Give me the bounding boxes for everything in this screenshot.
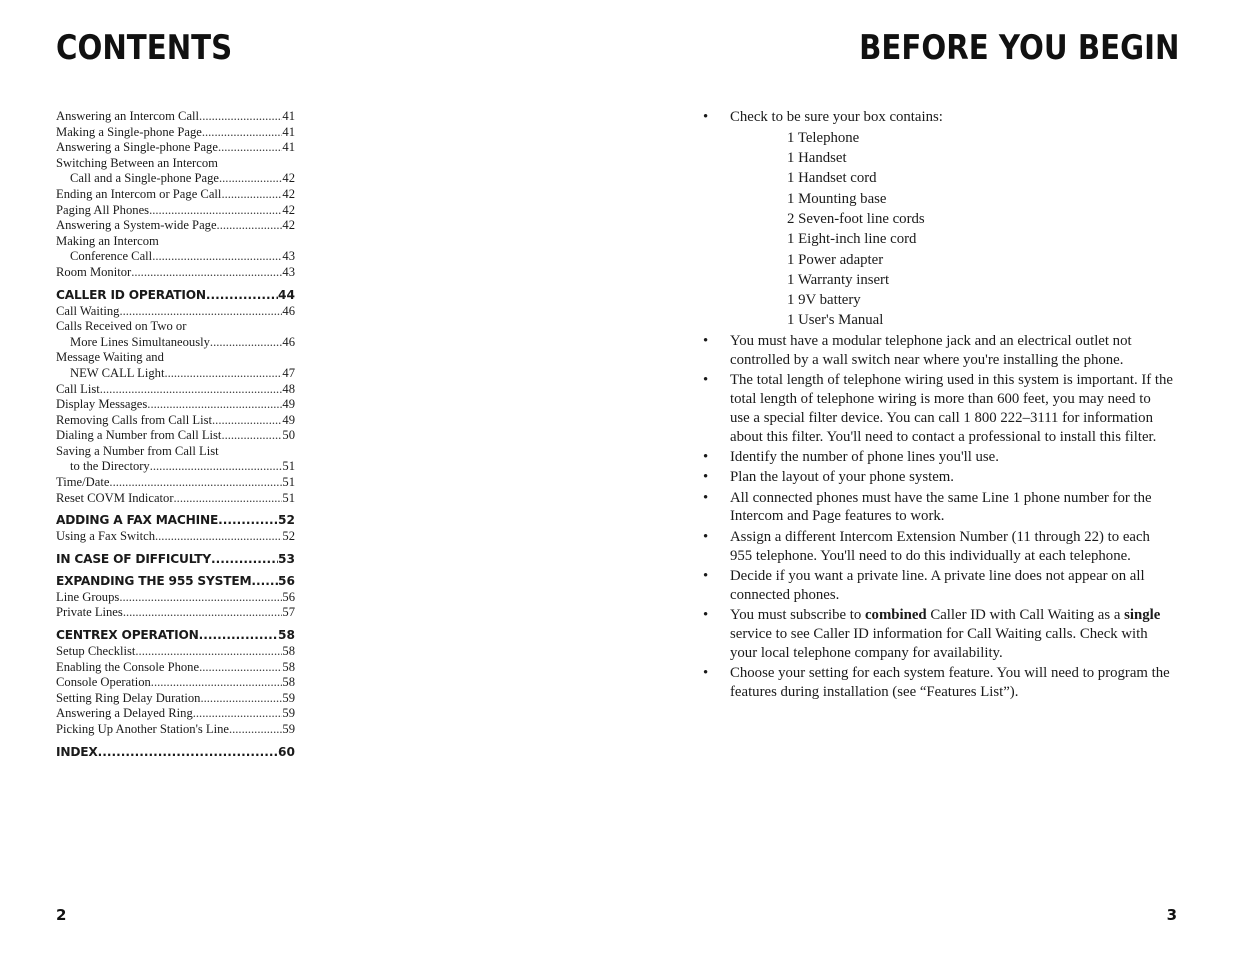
toc-entry <box>56 491 295 507</box>
checklist-text <box>730 606 1173 662</box>
page-number-right: 3 <box>1166 906 1177 924</box>
text-run: service to see Caller ID information for Call Waiting calls. Check with your local telephone company for availability. <box>730 625 1148 661</box>
toc-line: Saving a Number from Call List <box>56 443 219 458</box>
box-contents-item: 1 Warranty insert <box>787 271 890 288</box>
toc-page-number: 58 <box>282 659 295 674</box>
toc-section <box>56 627 295 643</box>
bullet-icon: • <box>703 449 709 466</box>
toc-leader-dots <box>211 551 278 567</box>
toc-entry <box>56 459 295 475</box>
toc-leader-dots <box>155 529 282 545</box>
toc-page-number: 49 <box>282 397 295 412</box>
toc-leader-dots <box>221 428 282 444</box>
toc-leader-dots <box>119 304 282 320</box>
toc-entry <box>56 335 295 351</box>
toc-label: Dialing a Number from Call List <box>56 428 222 443</box>
toc-page-number: 49 <box>282 412 295 427</box>
toc-leader-dots <box>221 187 282 203</box>
box-contents-item: 1 User's Manual <box>787 312 884 329</box>
bullet-icon: • <box>703 567 709 584</box>
toc-page-number: 43 <box>282 264 295 279</box>
toc-leader-dots <box>218 140 282 156</box>
toc-label: CALLER ID OPERATION <box>56 287 206 302</box>
toc-entry <box>56 475 295 491</box>
toc-page-number: 46 <box>282 303 295 318</box>
contents-title: CONTENTS <box>56 28 233 68</box>
toc-section <box>56 744 295 760</box>
toc-label: Using a Fax Switch <box>56 529 155 544</box>
box-contents-item: 1 Eight-inch line cord <box>787 231 917 248</box>
toc-leader-dots <box>199 109 282 125</box>
toc-label: Time/Date <box>56 475 110 490</box>
toc-label: Ending an Intercom or Page Call <box>56 186 222 201</box>
bullet-icon: • <box>703 664 709 681</box>
toc-page-number: 52 <box>282 529 295 544</box>
text-run: You must subscribe to <box>730 606 865 623</box>
toc-leader-dots <box>218 512 278 528</box>
toc-leader-dots <box>174 491 283 507</box>
toc-label: Room Monitor <box>56 264 132 279</box>
checklist-text: Choose your setting for each system feature. You will need to program the features during installation (see “Features List”). <box>730 664 1170 700</box>
toc-entry <box>56 529 295 545</box>
toc-label: Answering an Intercom Call <box>56 109 200 123</box>
toc-entry <box>56 203 295 219</box>
toc-leader-dots <box>202 125 283 141</box>
toc-label: Call Waiting <box>56 303 120 318</box>
toc-label: Setting Ring Delay Duration <box>56 690 201 705</box>
toc-entry <box>56 265 295 281</box>
toc-page-number: 42 <box>282 171 295 186</box>
box-contents-item: 1 Power adapter <box>787 251 884 268</box>
toc-page-number: 58 <box>282 644 295 659</box>
toc-label: IN CASE OF DIFFICULTY <box>56 551 211 566</box>
toc-leader-dots <box>200 691 282 707</box>
toc-label: to the Directory <box>70 459 150 474</box>
toc-label: Line Groups <box>56 589 120 604</box>
checklist-item <box>703 108 1173 331</box>
toc-page-number: 42 <box>282 218 295 233</box>
toc-page-number: 44 <box>278 287 295 302</box>
toc-label: Console Operation <box>56 675 151 690</box>
toc-leader-dots <box>151 675 283 691</box>
toc-label: Making a Single-phone Page <box>56 124 202 139</box>
toc-label: Answering a Single-phone Page <box>56 140 218 155</box>
checklist-item <box>703 567 1173 605</box>
checklist-text: Check to be sure your box contains: <box>730 109 943 125</box>
checklist-text: Plan the layout of your phone system. <box>730 469 954 486</box>
toc-line: Making an Intercom <box>56 233 159 248</box>
box-contents-item: 1 Mounting base <box>787 190 887 207</box>
checklist-item <box>703 371 1173 446</box>
toc-page-number: 56 <box>278 573 295 588</box>
toc-entry <box>56 218 295 234</box>
toc-page-number: 42 <box>282 186 295 201</box>
toc-page-number: 53 <box>278 551 295 566</box>
toc-entry <box>56 140 295 156</box>
toc-label: Conference Call <box>70 249 153 264</box>
toc-label: Call List <box>56 381 100 396</box>
box-contents-list <box>730 128 1173 331</box>
toc-leader-dots <box>100 382 283 398</box>
box-contents-item: 1 Telephone <box>787 129 860 146</box>
toc-label: Removing Calls from Call List <box>56 412 213 427</box>
toc-section <box>56 512 295 528</box>
toc-page-number: 41 <box>282 140 295 155</box>
toc-entry <box>56 413 295 429</box>
box-contents-item: 1 Handset cord <box>787 170 877 187</box>
toc-page-number: 60 <box>278 744 295 759</box>
toc-label: ADDING A FAX MACHINE <box>56 513 219 528</box>
box-contents-item: 2 Seven-foot line cords <box>787 210 925 227</box>
bullet-icon: • <box>703 372 709 389</box>
page-number-left: 2 <box>56 906 67 924</box>
toc-leader-dots <box>149 203 282 219</box>
toc-page-number: 59 <box>282 722 295 736</box>
toc-label: Private Lines <box>56 605 123 620</box>
toc-entry <box>56 171 295 187</box>
toc-page-number: 43 <box>282 249 295 264</box>
checklist-text: Assign a different Intercom Extension Number (11 through 22) to each 955 telephone. You'll need to do this individually at each telephone. <box>730 528 1150 564</box>
checklist-item <box>703 606 1173 662</box>
toc-leader-dots <box>123 605 283 621</box>
toc-page-number: 59 <box>282 690 295 705</box>
toc-entry <box>56 644 295 660</box>
bullet-icon: • <box>703 528 709 545</box>
toc-label: EXPANDING THE 955 SYSTEM <box>56 573 252 588</box>
toc-entry <box>56 590 295 606</box>
toc-page-number: 51 <box>282 490 295 505</box>
checklist-item <box>703 468 1173 487</box>
toc-entry <box>56 304 295 320</box>
checklist-item <box>703 448 1173 467</box>
toc-label: NEW CALL Light <box>70 365 165 380</box>
before-you-begin-title: BEFORE YOU BEGIN <box>858 28 1179 68</box>
toc-entry <box>56 675 295 691</box>
checklist-text: Decide if you want a private line. A private line does not appear on all connected phones. <box>730 567 1145 603</box>
box-contents-item: 1 9V battery <box>787 292 861 309</box>
toc-page-number: 42 <box>282 202 295 217</box>
toc-label: Call and a Single-phone Page <box>70 171 219 186</box>
toc-entry <box>56 722 295 738</box>
toc-entry <box>56 691 295 707</box>
toc-entry <box>56 249 295 265</box>
bullet-icon: • <box>703 606 709 623</box>
toc-section <box>56 551 295 567</box>
toc-page-number: 57 <box>282 605 295 620</box>
toc-leader-dots <box>199 627 278 643</box>
toc-page-number: 50 <box>282 428 295 443</box>
toc-page-number: 58 <box>282 675 295 690</box>
bullet-icon: • <box>703 469 709 486</box>
checklist-text: You must have a modular telephone jack and an electrical outlet not controlled by a wall switch near where you're installing the phone. <box>730 333 1132 369</box>
box-contents-item: 1 Handset <box>787 150 847 167</box>
toc-leader-dots <box>251 573 278 589</box>
text-run: Caller ID with Call Waiting as a <box>926 606 1125 623</box>
toc-leader-dots <box>152 249 282 265</box>
toc-page-number: 58 <box>278 628 295 643</box>
bullet-icon: • <box>703 489 709 506</box>
table-of-contents <box>56 109 295 761</box>
toc-leader-dots <box>109 475 282 491</box>
toc-page-number: 56 <box>282 589 295 604</box>
toc-label: Enabling the Console Phone <box>56 659 200 674</box>
toc-leader-dots <box>210 335 282 351</box>
toc-page-number: 41 <box>282 109 295 123</box>
toc-label: INDEX <box>56 744 98 759</box>
toc-page-number: 48 <box>282 381 295 396</box>
toc-label: CENTREX OPERATION <box>56 628 199 643</box>
toc-entry <box>56 125 295 141</box>
toc-section <box>56 573 295 589</box>
toc-leader-dots <box>219 171 282 187</box>
toc-leader-dots <box>217 218 283 234</box>
toc-line: Switching Between an Intercom <box>56 155 218 170</box>
toc-label: Answering a System-wide Page <box>56 218 217 233</box>
checklist-item <box>703 332 1173 370</box>
before-you-begin-list <box>703 108 1173 703</box>
checklist-item <box>703 664 1173 702</box>
toc-page-number: 52 <box>278 513 295 528</box>
toc-leader-dots <box>193 706 283 722</box>
toc-page-number: 41 <box>282 124 295 139</box>
toc-label: More Lines Simultaneously <box>70 334 210 349</box>
toc-entry <box>56 605 295 621</box>
toc-leader-dots <box>147 397 282 413</box>
checklist-text: Identify the number of phone lines you'll use. <box>730 449 999 466</box>
bullet-icon: • <box>703 333 709 350</box>
toc-leader-dots <box>98 744 278 760</box>
toc-leader-dots <box>164 366 282 382</box>
toc-section <box>56 287 295 303</box>
emphasis-text: combined <box>864 606 927 623</box>
toc-leader-dots <box>229 722 282 738</box>
toc-entry <box>56 366 295 382</box>
toc-entry <box>56 397 295 413</box>
toc-label: Paging All Phones <box>56 202 150 217</box>
toc-label: Picking Up Another Station's Line <box>56 722 229 736</box>
toc-label: Display Messages <box>56 397 148 412</box>
toc-page-number: 51 <box>282 459 295 474</box>
checklist-item <box>703 528 1173 566</box>
toc-page-number: 46 <box>282 334 295 349</box>
toc-leader-dots <box>119 590 282 606</box>
toc-leader-dots <box>206 287 278 303</box>
toc-label: Setup Checklist <box>56 644 136 659</box>
toc-line: Calls Received on Two or <box>56 319 187 334</box>
toc-leader-dots <box>135 644 282 660</box>
toc-entry <box>56 706 295 722</box>
toc-leader-dots <box>131 265 282 281</box>
toc-page-number: 47 <box>282 365 295 380</box>
toc-leader-dots <box>150 459 283 475</box>
bullet-icon: • <box>703 109 709 125</box>
checklist-text: All connected phones must have the same Line 1 phone number for the Intercom and Page features to work. <box>730 489 1152 525</box>
checklist-text: The total length of telephone wiring used in this system is important. If the total length of telephone wiring is more than 600 feet, you may need to use a special filter device. You can call 1 800 222–3111 for information about this filter. You'll need to contact a professional to install this filter. <box>730 372 1174 445</box>
toc-page-number: 51 <box>282 475 295 490</box>
toc-label: Answering a Delayed Ring <box>56 706 193 721</box>
toc-entry <box>56 187 295 203</box>
toc-line: Message Waiting and <box>56 350 164 365</box>
toc-leader-dots <box>212 413 282 429</box>
toc-entry <box>56 109 295 125</box>
checklist-item <box>703 489 1173 527</box>
toc-leader-dots <box>199 660 282 676</box>
toc-label: Reset COVM Indicator <box>56 490 174 505</box>
toc-entry <box>56 660 295 676</box>
toc-entry <box>56 428 295 444</box>
emphasis-text: single <box>1124 606 1161 623</box>
toc-page-number: 59 <box>282 706 295 721</box>
toc-entry <box>56 382 295 398</box>
